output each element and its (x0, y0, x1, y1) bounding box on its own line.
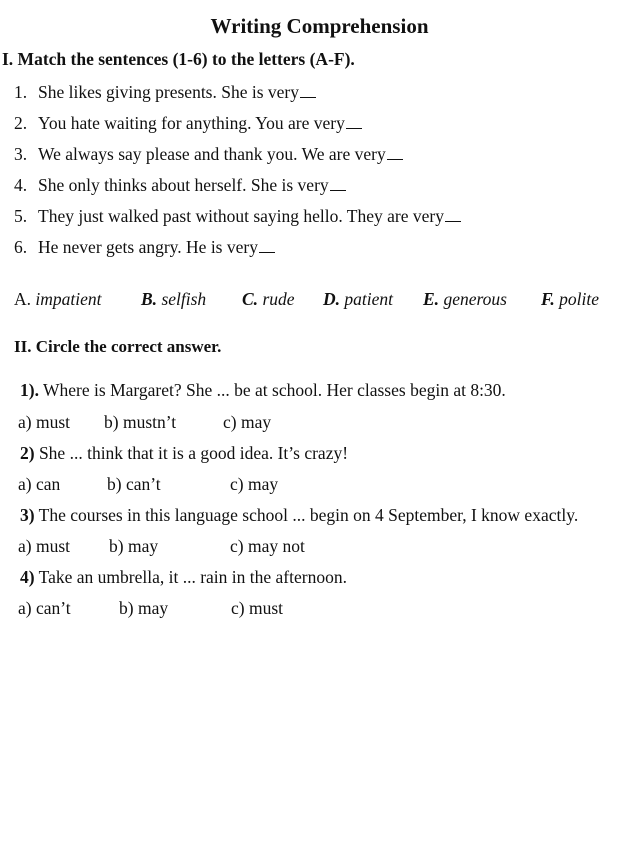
answer-choices-2 (18, 474, 418, 498)
answer-blank[interactable] (387, 159, 403, 160)
answer-choice[interactable]: b) may (119, 598, 169, 618)
question-text: The courses in this language school ... begin on 4 September, I know exactly. (38, 505, 579, 525)
question-text: Take an umbrella, it ... rain in the afternoon. (38, 567, 347, 587)
answer-choices-3 (18, 536, 418, 560)
option-letter: D. (323, 289, 341, 309)
question-text: She ... think that it is a good idea. It’s crazy! (38, 443, 349, 463)
option-word: rude (262, 289, 295, 309)
sentence-number: 3. (14, 144, 28, 164)
match-sentence (14, 109, 461, 140)
option-letter: C. (242, 289, 259, 309)
option-c (242, 289, 295, 310)
answer-choice[interactable]: b) can’t (107, 474, 161, 494)
answer-choice[interactable]: a) must (18, 412, 71, 432)
match-sentence (14, 202, 461, 233)
worksheet-title: Writing Comprehension (210, 14, 429, 38)
match-sentence (14, 140, 461, 171)
option-word: patient (344, 289, 393, 309)
option-word: polite (559, 289, 600, 309)
question-4 (20, 567, 347, 588)
answer-choice[interactable]: c) may not (230, 536, 305, 556)
option-f (541, 289, 599, 310)
option-b (141, 289, 206, 310)
sentence-text: They just walked past without saying hello. They are very (38, 206, 444, 226)
sentence-text: She likes giving presents. She is very (38, 82, 300, 102)
sentence-text: You hate waiting for anything. You are very (38, 113, 345, 133)
sentence-text: We always say please and thank you. We are very (38, 144, 386, 164)
answer-choices-1 (18, 412, 418, 436)
question-number: 1). (20, 380, 39, 400)
question-1 (20, 380, 506, 401)
sentence-number: 4. (14, 175, 28, 195)
section-2-heading: II. Circle the correct answer. (14, 337, 222, 356)
sentence-text: She only thinks about herself. She is very (38, 175, 329, 195)
option-a (14, 289, 102, 310)
option-word: selfish (161, 289, 207, 309)
answer-choice[interactable]: c) may (230, 474, 279, 494)
match-sentence (14, 171, 461, 202)
answer-blank[interactable] (330, 190, 346, 191)
option-e (423, 289, 507, 310)
question-2 (20, 443, 348, 464)
question-number: 4) (20, 567, 35, 587)
answer-choice[interactable]: a) can’t (18, 598, 71, 618)
answer-choice[interactable]: b) may (109, 536, 159, 556)
answer-blank[interactable] (346, 128, 362, 129)
sentence-number: 1. (14, 82, 28, 102)
match-sentence (14, 233, 461, 264)
match-sentence-list (14, 78, 461, 264)
question-3 (20, 505, 578, 526)
answer-blank[interactable] (445, 221, 461, 222)
answer-choice[interactable]: b) mustn’t (104, 412, 177, 432)
match-sentence (14, 78, 461, 109)
answer-choice[interactable]: a) must (18, 536, 71, 556)
answer-choices-4 (18, 598, 418, 622)
question-number: 3) (20, 505, 35, 525)
sentence-number: 5. (14, 206, 28, 226)
option-d (323, 289, 393, 310)
sentence-number: 6. (14, 237, 28, 257)
answer-blank[interactable] (259, 252, 275, 253)
option-letter: A. (14, 289, 32, 309)
sentence-number: 2. (14, 113, 28, 133)
question-text: Where is Margaret? She ... be at school. Her classes begin at 8:30. (43, 380, 506, 400)
answer-choice[interactable]: c) must (231, 598, 284, 618)
question-number: 2) (20, 443, 35, 463)
option-letter: B. (141, 289, 158, 309)
option-word: generous (443, 289, 507, 309)
sentence-text: He never gets angry. He is very (38, 237, 258, 257)
section-1-heading: I. Match the sentences (1-6) to the letters (A-F). (2, 49, 355, 69)
option-word: impatient (35, 289, 102, 309)
option-letter: F. (541, 289, 555, 309)
answer-choice[interactable]: a) can (18, 474, 61, 494)
option-letter: E. (423, 289, 440, 309)
answer-blank[interactable] (300, 97, 316, 98)
answer-choice[interactable]: c) may (223, 412, 272, 432)
